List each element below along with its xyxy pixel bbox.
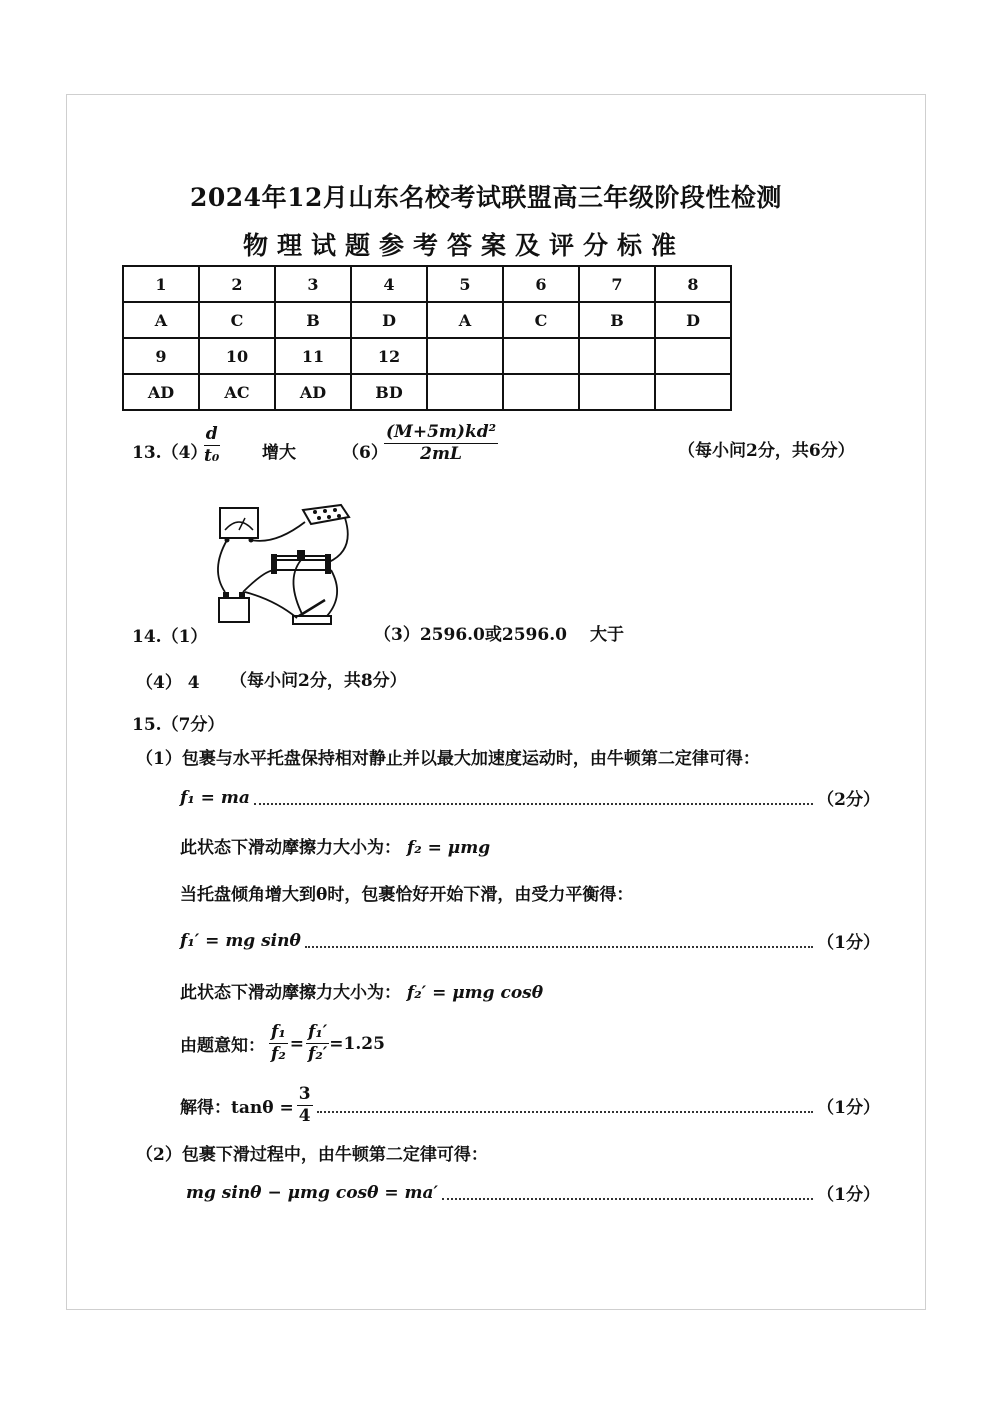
table-cell — [427, 338, 503, 374]
leader-dots — [305, 946, 813, 948]
q15-eq7: mg sinθ − μmg cosθ = ma′ — [186, 1182, 439, 1203]
q15-step3-text: 当托盘倾角增大到θ时，包裹恰好开始下滑，由受力平衡得： — [180, 885, 634, 905]
q15-step6-text: 解得：tanθ = — [180, 1098, 294, 1118]
table-cell: A — [427, 302, 503, 338]
leader-dots — [317, 1111, 814, 1113]
q13-word: 增大 — [262, 443, 296, 463]
frac-den: t₀ — [204, 446, 220, 466]
table-row — [123, 338, 731, 374]
q15-step4-text: 此状态下滑动摩擦力大小为： — [180, 983, 401, 1003]
q13-part6: （6） — [342, 443, 388, 463]
table-cell: 9 — [123, 338, 199, 374]
battery-icon — [219, 592, 249, 622]
q15-eq3: f₁′ = mg sinθ — [180, 930, 301, 951]
q15-eq6-score: （1分） — [817, 1098, 880, 1118]
table-cell: B — [275, 302, 351, 338]
q14-part3: （3）2596.0或2596.0 — [374, 625, 567, 645]
table-cell: AD — [123, 374, 199, 410]
table-cell: A — [123, 302, 199, 338]
frac-den: f₂ — [271, 1044, 286, 1064]
q14-score: （每小问2分，共8分） — [230, 671, 407, 691]
q15-eq3-row — [180, 928, 880, 953]
q15-eq1-row — [180, 785, 880, 810]
table-cell — [579, 374, 655, 410]
q15-eq3-score: （1分） — [817, 933, 880, 953]
table-cell: 7 — [579, 266, 655, 302]
table-cell: 10 — [199, 338, 275, 374]
table-cell: C — [199, 302, 275, 338]
resistor-box-icon — [303, 505, 349, 524]
table-cell: 5 — [427, 266, 503, 302]
q15-eq6-row — [180, 1086, 880, 1125]
q14-label: 14.（1） — [132, 627, 208, 647]
q15-part1-text: （1）包裹与水平托盘保持相对静止并以最大加速度运动时，由牛顿第二定律可得： — [136, 749, 760, 769]
table-cell: 8 — [655, 266, 731, 302]
q15-eq4: f₂′ = μmg cosθ — [406, 983, 544, 1003]
table-cell — [503, 374, 579, 410]
table-cell: BD — [351, 374, 427, 410]
q13-label: 13.（4） — [132, 443, 208, 463]
answer-table — [122, 265, 732, 411]
q15-part2-text: （2）包裹下滑过程中，由牛顿第二定律可得： — [136, 1145, 488, 1165]
q15-eq7-score: （1分） — [817, 1185, 880, 1205]
table-row — [123, 266, 731, 302]
frac-den: f₂′ — [308, 1044, 328, 1064]
q15-step5-text: 由题意知： — [180, 1036, 265, 1056]
q15-step5 — [180, 1024, 385, 1063]
q13-fraction-formula — [384, 424, 498, 463]
q15-eq1: f₁ = ma — [180, 787, 250, 808]
q15-step2-text: 此状态下滑动摩擦力大小为： — [180, 838, 401, 858]
frac-den: 4 — [298, 1106, 311, 1126]
table-cell: AD — [275, 374, 351, 410]
table-cell: 12 — [351, 338, 427, 374]
switch-icon — [293, 600, 331, 624]
frac-num: 3 — [298, 1084, 311, 1104]
q14-part3-word: 大于 — [590, 625, 624, 645]
q15-step4 — [180, 978, 543, 1003]
table-cell: C — [503, 302, 579, 338]
q15-eq1-score: （2分） — [817, 790, 880, 810]
q13-score: （每小问2分，共6分） — [678, 441, 855, 461]
table-cell: 4 — [351, 266, 427, 302]
table-cell — [579, 338, 655, 374]
page-title: 2024年12月山东名校考试联盟高三年级阶段性检测 — [190, 183, 782, 212]
table-cell: D — [351, 302, 427, 338]
frac-num: (M+5m)kd² — [386, 422, 497, 442]
q15-step2 — [180, 833, 490, 858]
frac-num: f₁′ — [308, 1022, 328, 1042]
equals-sign: = — [289, 1033, 305, 1054]
rheostat-icon — [271, 550, 331, 574]
table-cell: 6 — [503, 266, 579, 302]
q13-fraction-d-t0 — [202, 426, 221, 465]
leader-dots — [442, 1198, 813, 1200]
q15-label: 15.（7分） — [132, 715, 225, 735]
q14-part4: （4） 4 — [136, 673, 200, 693]
table-cell — [655, 338, 731, 374]
table-row — [123, 302, 731, 338]
table-cell — [427, 374, 503, 410]
q15-eq2: f₂ = μmg — [406, 838, 491, 858]
page-subtitle: 物理试题参考答案及评分标准 — [243, 231, 686, 260]
table-cell: B — [579, 302, 655, 338]
table-cell — [503, 338, 579, 374]
table-cell: AC — [199, 374, 275, 410]
q15-eq7-row — [186, 1180, 880, 1205]
frac-den: 2mL — [420, 444, 462, 464]
frac-num: f₁ — [271, 1022, 286, 1042]
table-row — [123, 374, 731, 410]
table-cell: 3 — [275, 266, 351, 302]
table-cell: D — [655, 302, 731, 338]
frac-num: d — [205, 424, 218, 444]
leader-dots — [254, 803, 813, 805]
table-cell: 2 — [199, 266, 275, 302]
q15-eq5-value: =1.25 — [329, 1033, 385, 1054]
table-cell — [655, 374, 731, 410]
table-cell: 1 — [123, 266, 199, 302]
voltmeter-icon — [220, 508, 258, 543]
table-cell: 11 — [275, 338, 351, 374]
circuit-diagram — [205, 500, 355, 632]
